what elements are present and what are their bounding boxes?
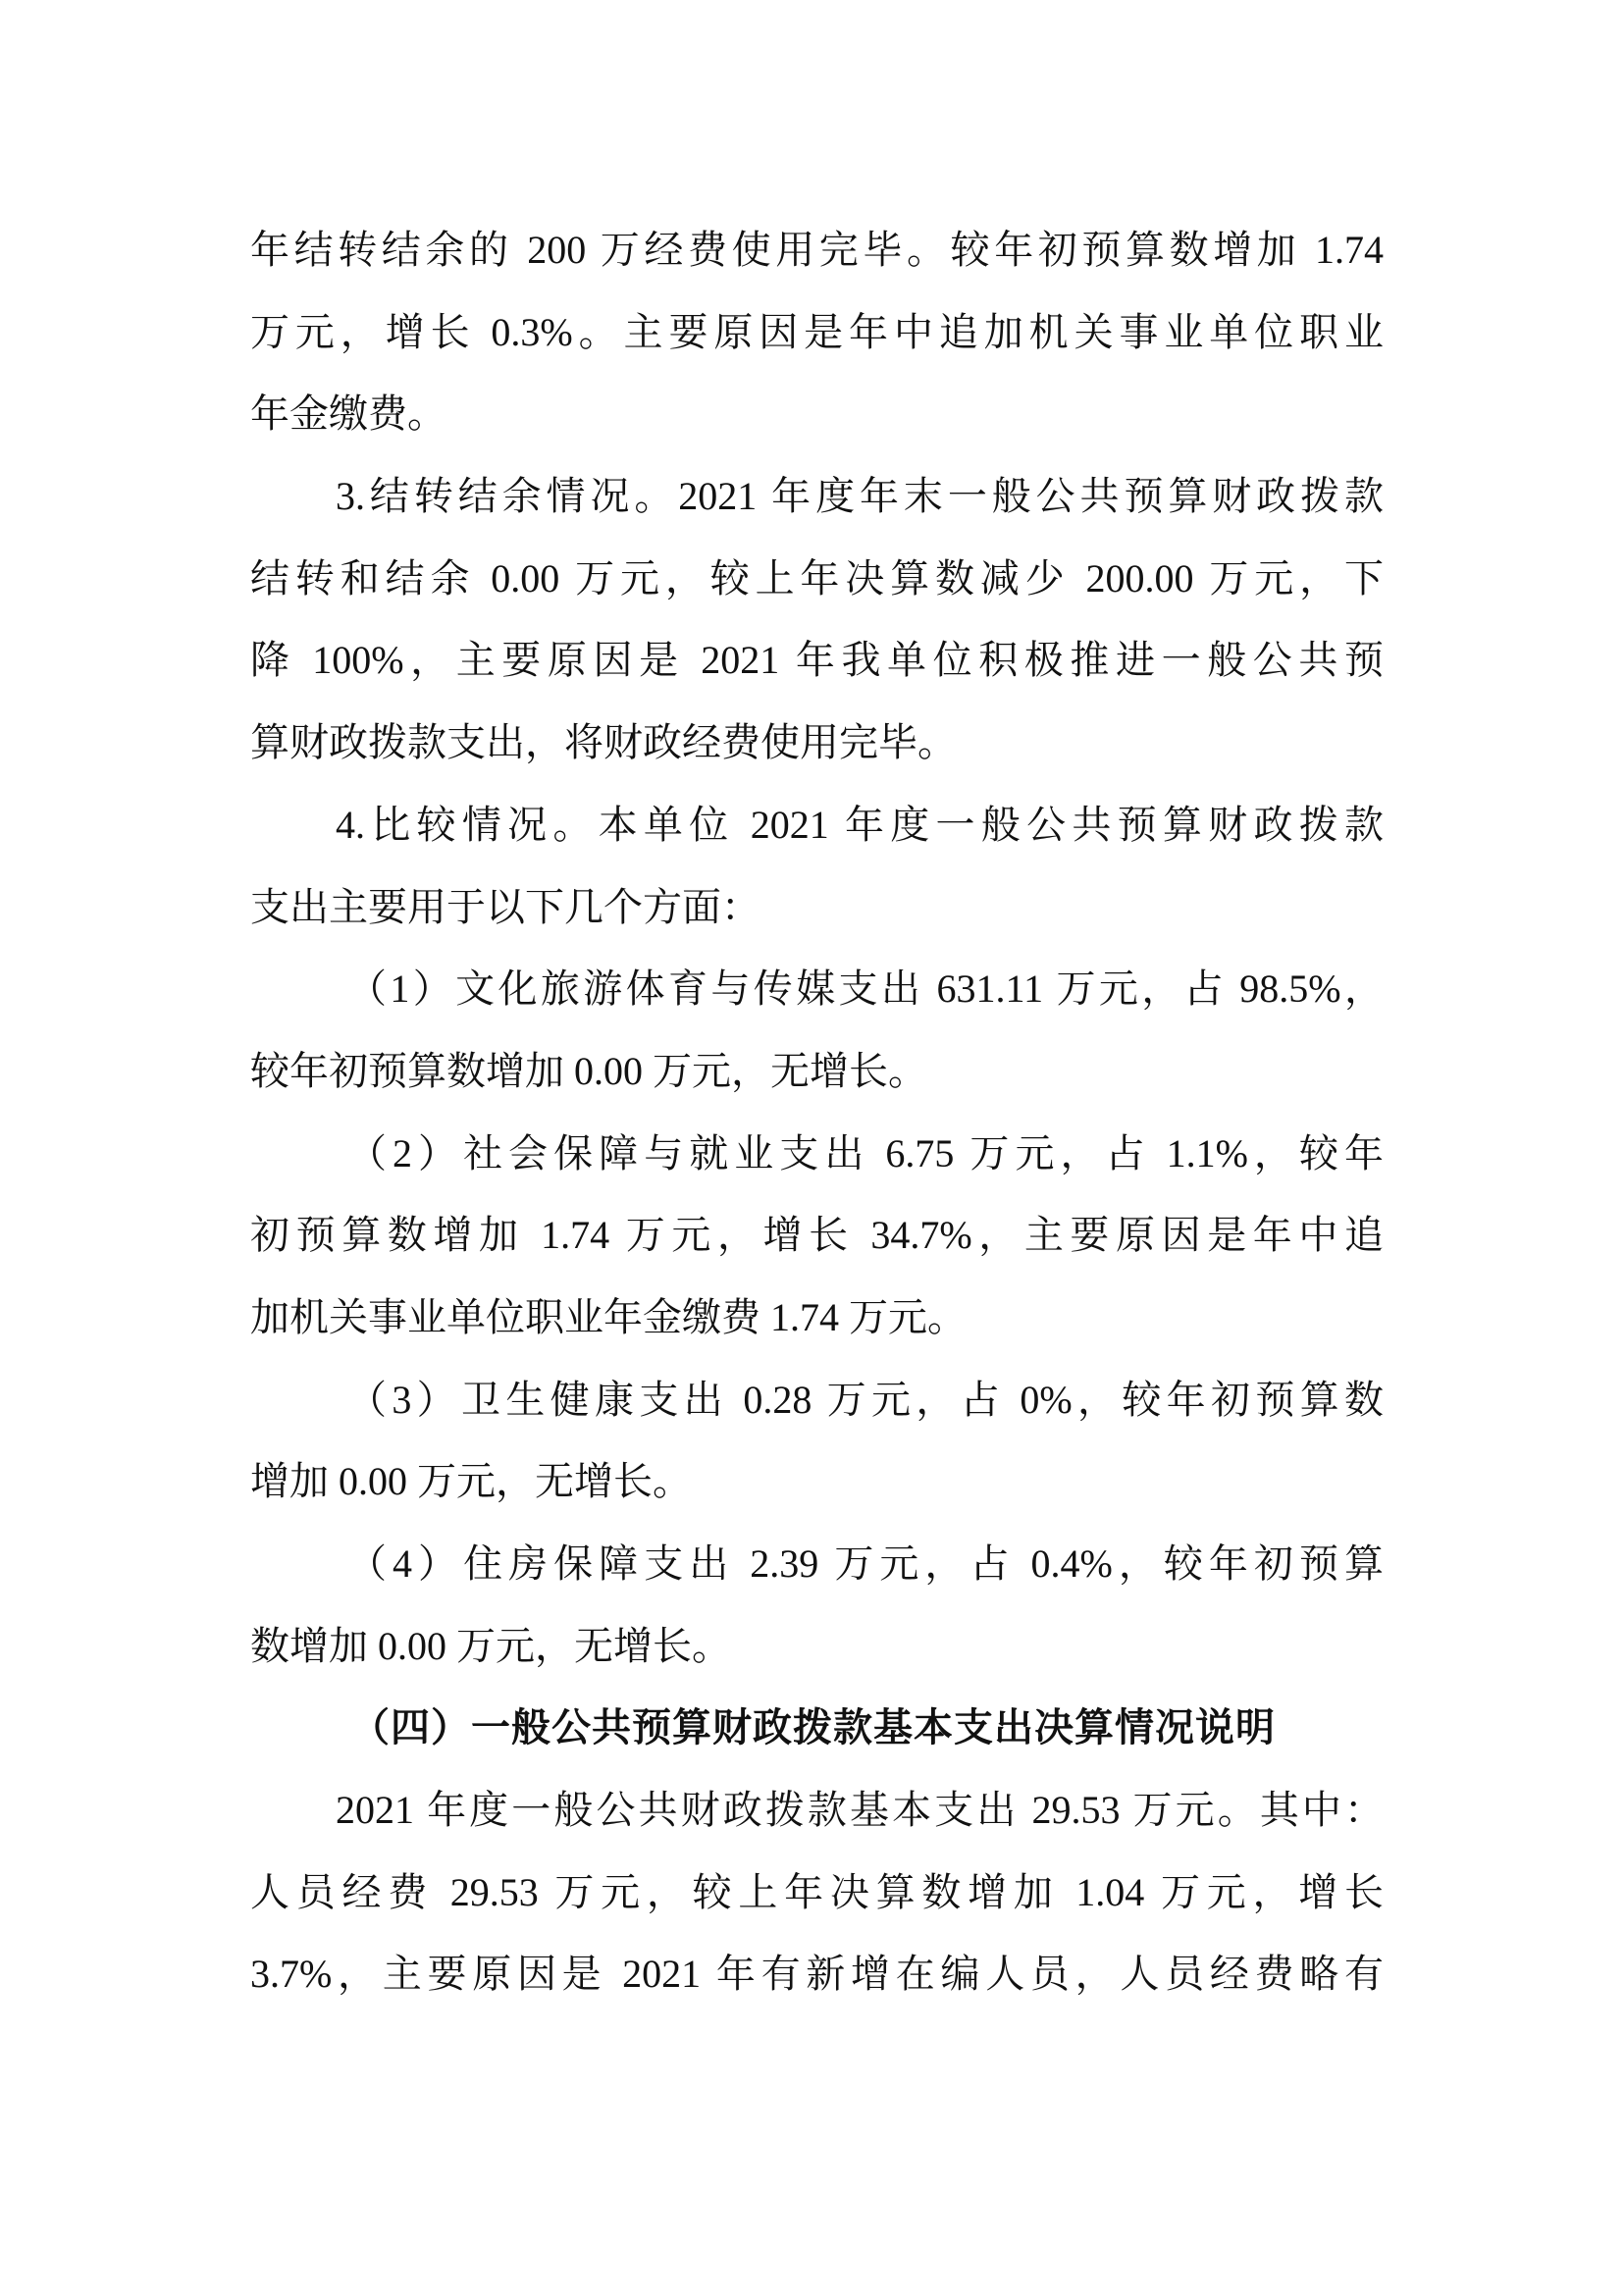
list-item-line: （3）卫生健康支出 0.28 万元，占 0%，较年初预算数 xyxy=(347,1377,1384,1422)
paragraph-line: 年结转结余的 200 万经费使用完毕。较年初预算数增加 1.74 xyxy=(250,228,1384,272)
list-item-line: 加机关事业单位职业年金缴费 1.74 万元。 xyxy=(250,1294,967,1339)
paragraph-line: 2021 年度一般公共财政拨款基本支出 29.53 万元。其中： xyxy=(336,1788,1384,1833)
list-item-line: 较年初预算数增加 0.00 万元，无增长。 xyxy=(250,1048,927,1093)
paragraph-line: 结转和结余 0.00 万元，较上年决算数减少 200.00 万元，下 xyxy=(250,555,1384,600)
paragraph-line: 人员经费 29.53 万元，较上年决算数增加 1.04 万元，增长 xyxy=(250,1869,1384,1914)
list-item-line: 初预算数增加 1.74 万元，增长 34.7%，主要原因是年中追 xyxy=(250,1213,1384,1258)
section-heading: （四）一般公共预算财政拨款基本支出决算情况说明 xyxy=(350,1705,1276,1750)
paragraph-line: 3.7%，主要原因是 2021 年有新增在编人员，人员经费略有 xyxy=(250,1952,1384,1997)
list-item-line: （4）住房保障支出 2.39 万元，占 0.4%，较年初预算 xyxy=(347,1541,1384,1586)
paragraph-line: 算财政拨款支出，将财政经费使用完毕。 xyxy=(250,720,957,765)
list-item-line: （1）文化旅游体育与传媒支出 631.11 万元，占 98.5%， xyxy=(347,966,1384,1012)
list-item-line: （2）社会保障与就业支出 6.75 万元，占 1.1%，较年 xyxy=(347,1130,1384,1175)
paragraph-line: 3.结转结余情况。2021 年度年末一般公共预算财政拨款 xyxy=(336,474,1384,519)
document-body xyxy=(250,209,1384,2015)
paragraph-line: 年金缴费。 xyxy=(250,391,446,437)
paragraph-line: 降 100%，主要原因是 2021 年我单位积极推进一般公共预 xyxy=(250,638,1384,683)
list-item-line: 增加 0.00 万元，无增长。 xyxy=(250,1459,692,1504)
paragraph-line: 万元，增长 0.3%。主要原因是年中追加机关事业单位职业 xyxy=(250,309,1384,354)
paragraph-line: 4.比较情况。本单位 2021 年度一般公共预算财政拨款 xyxy=(336,802,1384,847)
paragraph-line: 支出主要用于以下几个方面： xyxy=(250,884,760,929)
list-item-line: 数增加 0.00 万元，无增长。 xyxy=(250,1623,731,1668)
